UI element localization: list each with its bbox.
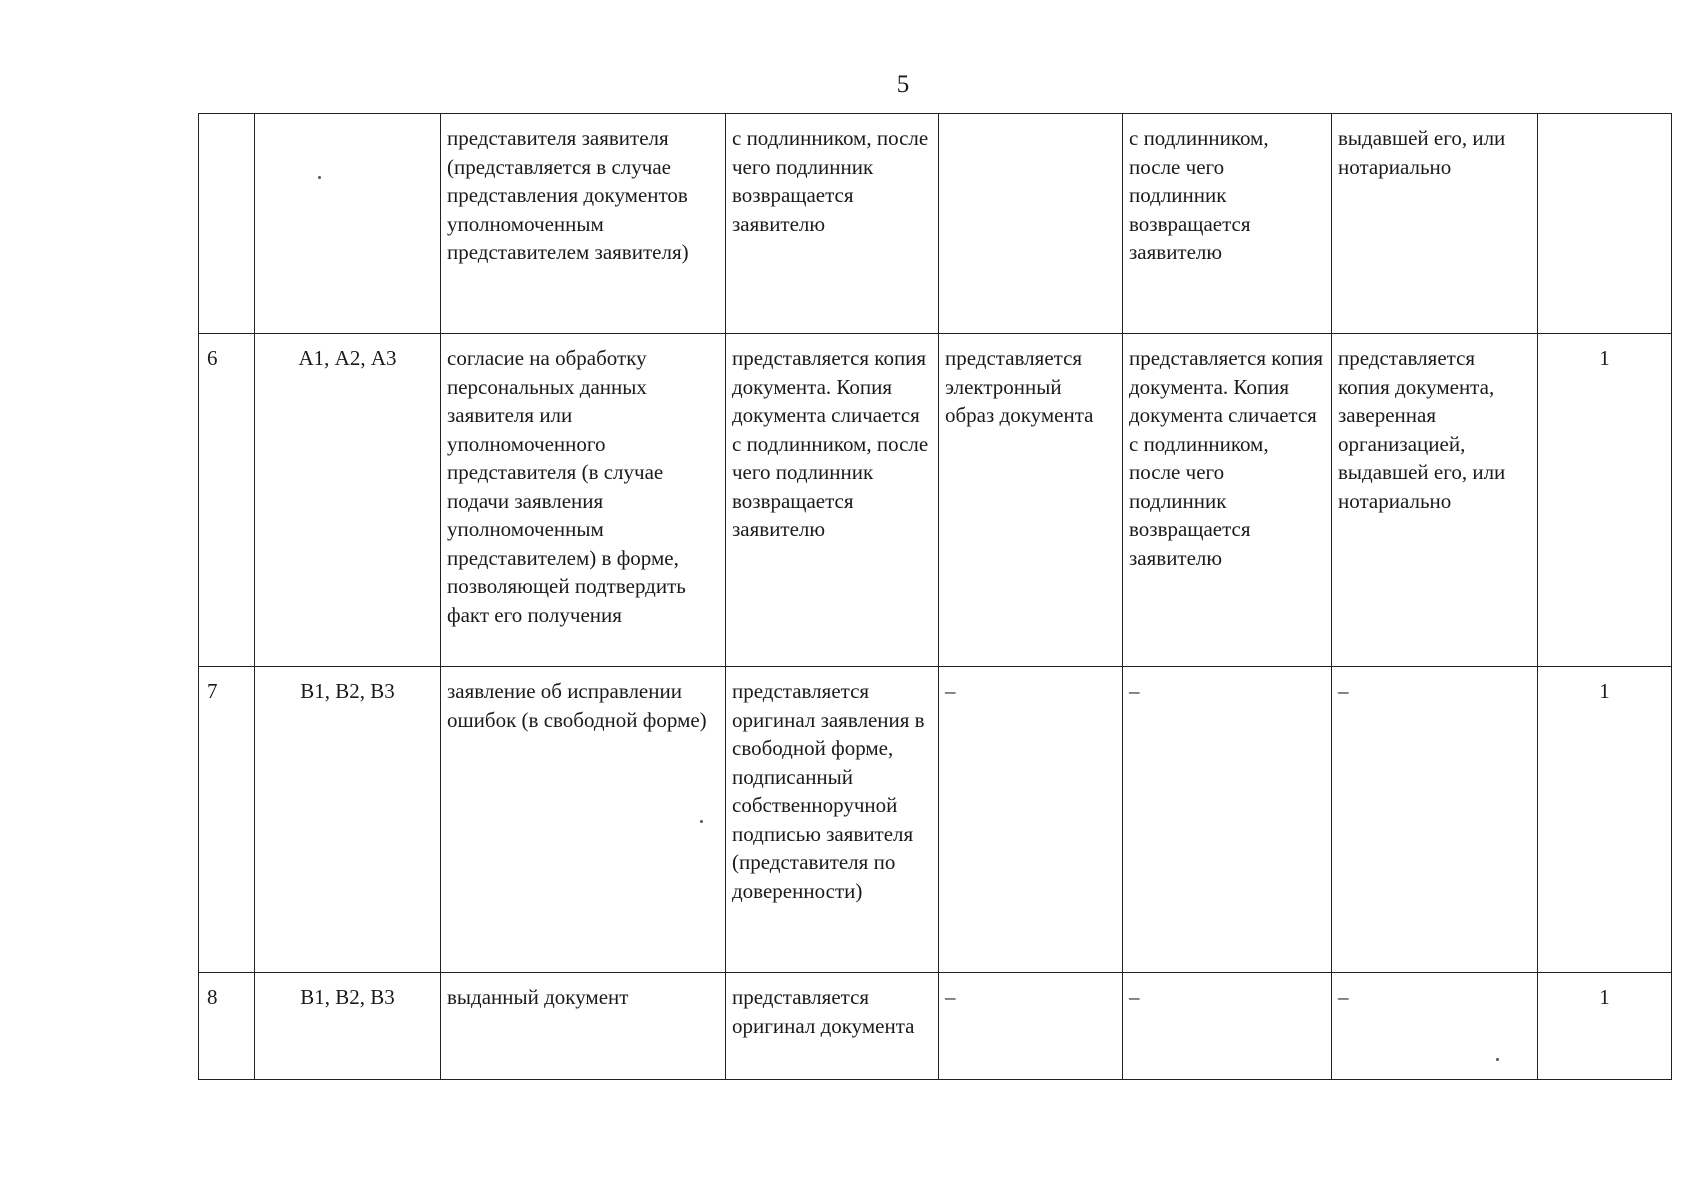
count-cell: 1 bbox=[1538, 973, 1672, 1080]
requirement-cell-col6: – bbox=[1123, 667, 1332, 973]
requirement-cell-col4: с подлинником, после чего подлинник возвращается заявителю bbox=[726, 114, 939, 334]
requirement-cell-col7: выдавшей его, или нотариально bbox=[1332, 114, 1538, 334]
document-name-cell: согласие на обработку персональных данных заявителя или уполномоченного представителя (в случае подачи заявления уполномоченным представителем) в форме, позволяющей подтвердить факт его получения bbox=[441, 334, 726, 667]
row-number-cell: 8 bbox=[199, 973, 255, 1080]
table-row-7 bbox=[199, 667, 1672, 973]
document-name-cell: заявление об исправлении ошибок (в свободной форме) bbox=[441, 667, 726, 973]
requirement-cell-col6: – bbox=[1123, 973, 1332, 1080]
requirement-cell-col6: с подлинником, после чего подлинник возвращается заявителю bbox=[1123, 114, 1332, 334]
applicant-group-cell bbox=[255, 114, 441, 334]
scan-speck bbox=[318, 176, 321, 179]
page-number: 5 bbox=[896, 71, 910, 98]
document-name-cell: выданный документ bbox=[441, 973, 726, 1080]
requirement-cell-col5: представляется электронный образ документа bbox=[939, 334, 1123, 667]
requirement-cell-col4: представляется оригинал заявления в свободной форме, подписанный собственноручной подписью заявителя (представителя по доверенности) bbox=[726, 667, 939, 973]
row-number-cell: 7 bbox=[199, 667, 255, 973]
requirement-cell-col7: представляется копия документа, заверенная организацией, выдавшей его, или нотариально bbox=[1332, 334, 1538, 667]
documents-table bbox=[198, 113, 1672, 1080]
row-number-cell: 6 bbox=[199, 334, 255, 667]
requirement-cell-col6: представляется копия документа. Копия документа сличается с подлинником, после чего подлинник возвращается заявителю bbox=[1123, 334, 1332, 667]
requirement-cell-col4: представляется копия документа. Копия документа сличается с подлинником, после чего подлинник возвращается заявителю bbox=[726, 334, 939, 667]
requirement-cell-col5: – bbox=[939, 667, 1123, 973]
table-row-6 bbox=[199, 334, 1672, 667]
scan-speck bbox=[1496, 1058, 1499, 1061]
table-row-continuation bbox=[199, 114, 1672, 334]
requirement-cell-col7: – bbox=[1332, 973, 1538, 1080]
scan-speck bbox=[700, 820, 703, 823]
applicant-group-cell: В1, В2, В3 bbox=[255, 667, 441, 973]
row-number-cell bbox=[199, 114, 255, 334]
count-cell: 1 bbox=[1538, 667, 1672, 973]
count-cell bbox=[1538, 114, 1672, 334]
applicant-group-cell: В1, В2, В3 bbox=[255, 973, 441, 1080]
applicant-group-cell: А1, А2, А3 bbox=[255, 334, 441, 667]
requirement-cell-col4: представляется оригинал документа bbox=[726, 973, 939, 1080]
requirement-cell-col7: – bbox=[1332, 667, 1538, 973]
requirement-cell-col5: – bbox=[939, 973, 1123, 1080]
table-row-8 bbox=[199, 973, 1672, 1080]
document-name-cell: представителя заявителя (представляется в случае представления документов уполномоченным представителем заявителя) bbox=[441, 114, 726, 334]
count-cell: 1 bbox=[1538, 334, 1672, 667]
requirement-cell-col5 bbox=[939, 114, 1123, 334]
